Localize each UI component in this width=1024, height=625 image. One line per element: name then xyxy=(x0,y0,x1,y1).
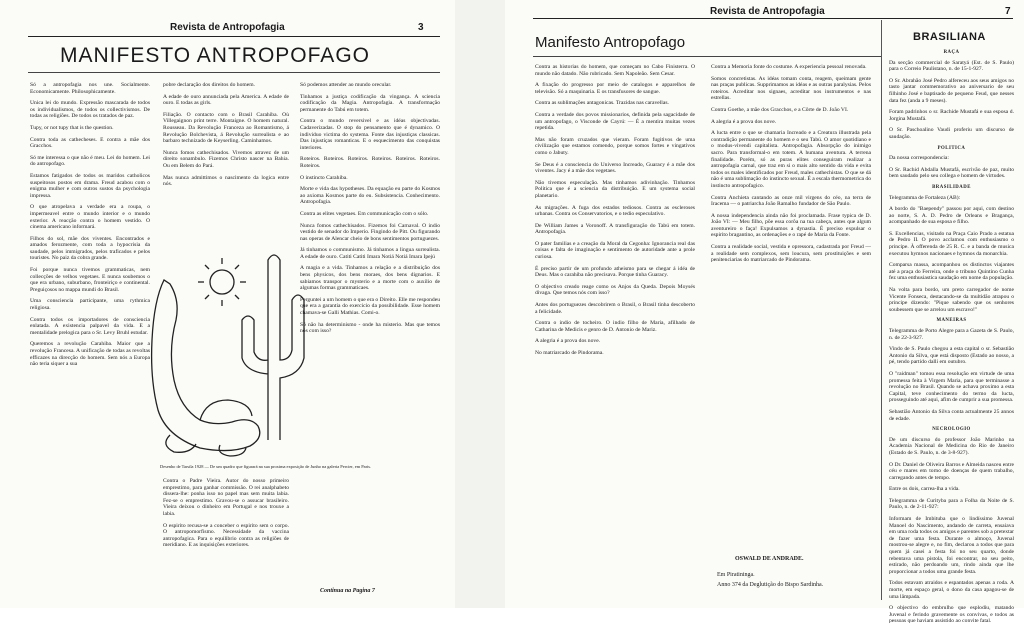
column-divider xyxy=(881,20,882,600)
paragraph: S. Excellencias, visitado na Praça Caio Prado a estatua de Pedro II. O povo acclamou com enthusiasmo o principe. À offerenda de 25 R. C. e a banda de musica executou hymnos nacionaes e hymnos da monarchia. xyxy=(889,230,1014,257)
text-column-3 xyxy=(300,82,440,582)
text-column-1 xyxy=(535,64,695,604)
paragraph: Contra todos os importadores de consciencia enlatada. A existencia palpavel da vida. E a mentalidade prelogica para o Sr. Levy Bruhl estudar. xyxy=(30,316,150,336)
paragraph: Só a antropofagia nos une. Socialmente. Economicamente. Philosophicamente. xyxy=(30,82,150,95)
paragraph: Contra as sublimações antagonicas. Trazidas nas caravellas. xyxy=(535,100,669,107)
paragraph: Telegramma de Curityba para a Folha da Noite de S. Paulo, n. de 2-11-927: xyxy=(889,497,1014,511)
paragraph: É preciso partir de um profundo atheismo para se chegar á idéa de Deus. Mas o carahiba não precisava. Porque tinha Guaracy. xyxy=(535,265,695,279)
paragraph: Já tinhamos o communismo. Já tinhamos a lingua surrealista. A edade de ouro. Catiti Catiti Imara Notiá Notiá Imara Ipejú xyxy=(300,247,440,260)
paragraph: O objectivo do embrulho que esplodiu, matando Juvenal e ferindo gravemente os convivas, e todos as pessoas que haviam assistido ao convite fatal. xyxy=(889,605,1014,625)
author-signature: OSWALD DE ANDRADE. xyxy=(735,556,804,562)
paragraph: Antes dos portuguezes descobrirem o Brasil, o Brasil tinha descoberto a felicidade. xyxy=(535,302,695,315)
paragraph: Contra o indio de tocheiro. O indio filho de Maria, afilhado de Catharina de Medicis e genro de D. Antonio de Mariz. xyxy=(535,320,695,333)
paragraph: Contra Goethe, a mãe dos Gracchos, e a Côrte de D. João VI. xyxy=(711,106,849,113)
paragraph: Mas não foram cruzados que vieram. Foram fugitivos de uma civilização que estamos comendo, porque somos fortes e vingativos como o Jabuty. xyxy=(535,136,695,156)
place-line: Em Piratininga. xyxy=(717,572,755,578)
paragraph: A edade de ouro annunciada pela America. A edade de ouro. E todas as girls. xyxy=(163,93,289,107)
paragraph: O objectivo creado reage como os Anjos da Queda. Depois Moysés divaga. Que temos nós com isso? xyxy=(535,283,695,297)
paragraph: Contra a verdade dos povos missionarios, definida pela sagacidade de um antropofago, o Visconde de Cayrú: — É a mentira muitas vezes repetida. xyxy=(535,111,695,132)
paragraph: Da secção commercial de Saratyá (Est. de S. Paulo) para o Correio Paulistano, n. de 15-1-927. xyxy=(889,59,1014,73)
paragraph: Contra as historias do homem, que começam no Cabo Finisterra. O mundo não datado. Não rubricado. Sem Napoleão. Sem Cesar. xyxy=(535,64,695,77)
paragraph: Todos estavam atraidos e espantados apenas a roda. A morte, em espaço geral, o dono da casa apagou-se de uma lâmpada. xyxy=(889,580,1014,600)
title-rule xyxy=(28,72,440,73)
paragraph: Só podemos attender ao mundo orecular. xyxy=(300,82,392,88)
header-rule xyxy=(28,36,440,37)
paragraph: Contra a realidade social, vestida e opressora, cadastrada por Freud — a realidade sem complexos, sem loucura, sem prostituições e sem penitenciarias do matriarcado de Pindorama. xyxy=(711,244,871,264)
paragraph: Sebastião Antonio da Silva conta actualmente 25 annos de edade. xyxy=(889,408,1014,422)
paragraph: Estamos fatigados de todos os maridos catholicos suspeitosos postos em drama. Freud acabou com o enigma mulher e com outros sustos da psychologia impressa. xyxy=(30,172,150,199)
section-heading: POLITICA xyxy=(937,145,966,151)
paragraph: A alegria é a prova dos nove. xyxy=(711,118,777,125)
paragraph: Não tivemos especulação. Mas tinhamos adivinhação. Tinhamos Politica que é a sciencia da distribuição. E um systema social planetario. xyxy=(535,179,695,199)
sun-rays xyxy=(198,258,246,306)
paragraph: Filhos do sol, mãe dos viventes. Encontrados e amados ferozmente, com toda a hypocrisia da saudade, pelos immigrados, pelos traficados e pelos touristes. No paiz da cobra grande. xyxy=(30,235,150,262)
paragraph: A fixação do progresso por meio de catalogos e apparelhos de televisão. Só a maquinaria. E os transfusores de sangue. xyxy=(535,82,695,95)
paragraph: Telegramma de Fortaleza (AB): xyxy=(889,194,961,201)
paragraph: Somos concretistas. As idéas tomam conta, reagem, queimam gente nas praças publicas. Supprimamos as idéas e as outras paralysias. Pelos roteiros. Acreditar nos signaes, acreditar nos instrumentos e nas estrellas. xyxy=(711,75,871,102)
text-column-2-top xyxy=(163,82,289,242)
paragraph: Contra a Memoria fonte do costume. A experiencia pessoal renovada. xyxy=(711,64,867,70)
text-column-1 xyxy=(30,82,150,592)
brasiliana-column xyxy=(889,48,1014,625)
page-title: MANIFESTO ANTROPOFAGO xyxy=(60,44,370,67)
continua-note: Continua na Pagina 7 xyxy=(320,588,375,594)
paragraph: O instincto Carahiba. xyxy=(300,174,348,181)
paragraph: Se Deus é a consciencia do Universo Increado, Guaracy é a mãe dos viventes. Jacy é a mãe dos vegetaes. xyxy=(535,161,695,175)
paragraph: Só me interessa o que não é meu. Lei do homem. Lei do antropofago. xyxy=(30,154,150,168)
date-line: Anno 374 da Deglutição do Bispo Sardinha. xyxy=(717,582,824,588)
paragraph: Filiação. O contacto com o Brasil Carahiba. Où Villegaignon print terre. Montaigne. O homem natural. Rousseau. Da Revolução Franceza ao Romantismo, á Revolução Bolchevista, á Revolução surrealista e ao barbaro technizado de Keyserling. Caminhamos. xyxy=(163,111,289,145)
paragraph: O pater familias e a creação da Moral da Cegonha: Ignorancia real das coisas e falta de imaginação e sentimento de autoridade ante a prole curiosa. xyxy=(535,240,695,261)
paragraph: O "raidman" tomou essa resolução em virtude de uma promessa feita à Virgem Maria, para que terminasse a revolução no Brasil. Quando se achava proximo a esta Capital, teve conhecimento do termo da lucta, prosseguindo até aqui, afim de cumprir a sua promessa. xyxy=(889,370,1014,404)
paragraph: De William James a Voronoff. A transfiguração do Tabú em totem. Antropofagia. xyxy=(535,222,695,236)
paragraph: A lucta entre o que se chamaria Increado e a Creatura illustrada pela contradição permanente do homem e o seu Tabú. O amor quotidiano e o modus-vivendi capitalista. Antropofagia. Absorpção do inimigo sacro. Para transformal-o em totem. A humana aventura. A terrena finalidade. Porém, só as puras elites conseguiram realizar a antropofagia carnal, que traz em si o mais alto sentido da vida e evita todos os males identificados por Freud, males cathechistas. O que se dá não é uma sublimação do instincto sexual. É a escala thermometrica do instincto antropofagico. xyxy=(711,130,871,189)
tarsila-drawing xyxy=(140,240,320,460)
paragraph: De um discurso do professor João Marinho na Academia Nacional de Medicina do Rio de Janeiro (Estado de S. Paulo, n. de 3-8-927). xyxy=(889,436,1014,456)
paragraph: O Sr. Rachid Abdalla Mustafá, escrivão de paz, muito bem saudado pelo seu collega e homem de virtudes. xyxy=(889,166,1014,180)
paragraph: Comparsa massa, acompanhou os distinctos viajantes até a praça do Ferreira, onde o tribuno Quintino Cunha fez uma enthusiastica saudação em nome da população. xyxy=(889,262,1014,282)
header-rule xyxy=(533,18,1013,19)
paragraph: pobre declaração dos direitos do homem. xyxy=(163,82,255,88)
title-rule xyxy=(533,56,881,57)
section-heading: RAÇA xyxy=(943,50,960,55)
paragraph: Da nossa correspondencia: xyxy=(889,155,949,162)
page-title: Manifesto Antropofago xyxy=(535,34,686,51)
paragraph: Contra as elites vegetaes. Em communicação com o sólo. xyxy=(300,210,429,217)
section-heading: BRASILIDADE xyxy=(932,184,971,190)
running-head: Revista de Antropofagia xyxy=(710,6,825,17)
paragraph: As migrações. A fuga dos estados tediosos. Contra as escleroses urbanas. Contra os Conservatorios, e o tedio especulativo. xyxy=(535,204,695,218)
left-page xyxy=(0,0,455,608)
paragraph: A nossa independencia ainda não foi proclamada. Frase typica de D. João VI: — Meu filho, põe essa corôa na tua cabeça, antes que algum aventureiro o faça! Expulsamos a dynastia. É preciso expulsar o espirito bragantino, as ordenações e o rapé de Maria da Fonte. xyxy=(711,212,871,239)
paragraph: Foram padrinhos o sr. Rachide Mustafá e sua esposa d. Jorgina Mustafá. xyxy=(889,109,1014,122)
paragraph: O que atropelava a verdade era a roupa, o impermeavel entre o mundo interior e o mundo exterior. A reacção contra o homem vestido. O cinema americano informará. xyxy=(30,204,150,231)
text-column-2 xyxy=(711,64,871,548)
paragraph: O Sr. Abrahão José Pedro alfereceu aos seus amigos no tasto jantar commemorativo ao aniversario de seu filhinho José e baptisado de pequeno Feud, que nesses data fez (anda a 9 meses). xyxy=(889,77,1014,104)
brasiliana-title: BRASILIANA xyxy=(913,31,986,43)
paragraph: Tinhamos a justiça codificação da vingança. A sciencia codificação da Magia. Antropofagia. A transformação permanente do Tabú em totem. xyxy=(300,93,440,113)
page-gutter xyxy=(455,0,505,608)
paragraph: Nunca fomos cathechisados. Fizemos foi Carnaval. O indio vestido de senador do Imperio. Fingindo de Pitt. Ou figurando nas operas de Alencar cheio de bons sentimentos portuguezes. xyxy=(300,222,440,242)
right-page xyxy=(505,0,1024,625)
paragraph: Foi porque nunca tivemos grammaticas, nem collecções de velhos vegetaes. E nunca soubemos o que era urbano, suburbano, fronteiriço e continental. Preguiçosos no mappa mundi do Brasil. xyxy=(30,267,150,293)
paragraph: Contra Anchieta cantando as onze mil virgens do céo, na terra de Iracema — o patriarcha João Ramalho fundador de São Paulo. xyxy=(711,194,871,208)
figure-drawing xyxy=(152,280,260,451)
paragraph: Queremos a revolução Carahiba. Maior que a revolução Francesa. A unificação de todas as revoltas efficazes na direcção do homem. Sem nós a Europa não teria siquer a sua xyxy=(30,341,150,368)
sun-drawing xyxy=(210,270,234,294)
text-column-2-bottom xyxy=(163,478,289,590)
paragraph: Na volta para bordo, um preto carregador de nome Vicente Fonseca, destacando-se da multidão atrapou o principe dizendo: "Pique sabendo que os senhores soubessem que se arrelou um escravo!" xyxy=(889,287,1014,313)
paragraph: Mas nunca admittimos o nascimento da logica entre nós. xyxy=(163,174,289,188)
section-heading: NECROLOGIO xyxy=(932,427,971,433)
paragraph: Informam de Imbituba que o lindíssimo Juvenal Manoel do Nascimento, andando de carreta, ensaiava em uma roda todos os amigos e parentes sob a pretextar de fazer uma festa. Durante o almoço, Juvenal mostrou-se alegre e, no fim, declarou a todos que para quem já casei a festa foi no seu quarto, donde rebentava uma pistola, foi encontrar, no seu peito, estirado, não perdoando um, rindo ainda que lhe proporcionar a todos uma grande festa. xyxy=(889,516,1014,575)
paragraph: Contra o Padre Vieira. Autor do nosso primeiro emprestimo, para ganhar commissão. O rei analphabeto dissera-lhe: ponha isso no papel mas sem muita labia. Fez-se o emprestimo. Gravou-se o assucar brasileiro. Vieira deixou o dinheiro em Portugal e nos trouxe a labia. xyxy=(163,478,289,517)
paragraph: Contra o mundo reversivel e as idéas objectivadas. Cadaverizadas. O stop do pensamento que é dynamico. O individuo victima do systema. Fonte das injustiças classicas. Das injustiças romanticas. E o esquecimento das conquistas interiores. xyxy=(300,118,440,151)
paragraph: A alegria é a prova dos nove. xyxy=(535,338,601,345)
paragraph: A magia e a vida. Tinhamos a relação e a distribuição dos bens physicos, dos bens moraes, dos bens dignarios. E sabiamos transpor o mysterio e a morte com o auxilio de algumas formas grammaticaes. xyxy=(300,265,440,292)
paragraph: Nunca fomos cathechisados. Vivemos atravez de um direito sonambulo. Fizemos Christo nascer na Bahia. Ou em Belem do Pará. xyxy=(163,149,289,169)
running-head: Revista de Antropofagia xyxy=(170,22,285,33)
paragraph: Unica lei do mundo. Expressão mascarada de todos os individualismos, de todos os collectivismos. De todas as religiões. De todos os tratados de paz. xyxy=(30,100,150,120)
paragraph: A bordo do "Baependy" passou por aqui, com destino ao norte, S. A. D. Pedro de Orleans e Bragança, acompanhado de sua esposa e filho. xyxy=(889,206,1014,226)
paragraph: O Dr. Daniel de Oliveira Barros e Almeida nasceu entre céu e mares em torno de doenças de quem trabalho, carregando antes de tempo. xyxy=(889,461,1014,481)
paragraph: No matriarcado de Pindorama. xyxy=(535,350,604,356)
page-number: 3 xyxy=(418,22,424,33)
section-heading: MANEIRAS xyxy=(936,318,967,324)
paragraph: Morte e vida das hypotheses. Da equação eu parte do Kosmos ao axioma Kosmos parte do eu. Subsistencia. Conhecimento. Antropofagia. xyxy=(300,186,440,206)
paragraph: Vindo de S. Paulo chegou a esta capital o sr. Sebastião Antonio da Silva, que está disposto (Estado ao nosso, a pé, tendo partido dalli em outubro. xyxy=(889,346,1014,366)
paragraph: Tupy, or not tupy that is the question. xyxy=(30,124,114,131)
paragraph: O espirito recusa-se a conceber o espirito sem o corpo. O antropomorfismo. Necessidade da vaccina antropofagica. Para o equilibrio contra as religiões de meridiano. E as inquisições exteriores. xyxy=(163,522,289,549)
paragraph: Contra toda as cathecheses. E contra a mãe dos Gracchos. xyxy=(30,136,150,150)
paragraph: Entre os dois, carrea-lha a vida. xyxy=(889,486,960,493)
paragraph: Só não ha determinismo - onde ha misterio. Mas que temos nós com isso? xyxy=(300,321,440,335)
paragraph: Roteiros. Roteiros. Roteiros. Roteiros. Roteiros. Roteiros. Roteiros. xyxy=(300,156,440,169)
paragraph: Telegramma de Porto Alegre para a Gazeta de S. Paulo, n. de 22-3-927. xyxy=(889,328,1014,341)
drawing-caption: Desenho de Tarsila 1928 — De um quadro que figurará na sua proxima exposição de Junho na galeria Percier, em Paris. xyxy=(160,464,372,469)
paragraph: Perguntei a um homem o que era o Direito. Elle me respondeu que era a garantia do exercicio da possibilidade. Esse homem chamava-se Galli Mathias. Comi-o. xyxy=(300,296,440,317)
paragraph: Uma consciencia participante, uma rythmica religiosa. xyxy=(30,298,150,312)
page-number: 7 xyxy=(1005,6,1011,17)
paragraph: O Sr. Paschoalino Vaudi proferiu um discurso de saudação. xyxy=(889,127,1014,140)
